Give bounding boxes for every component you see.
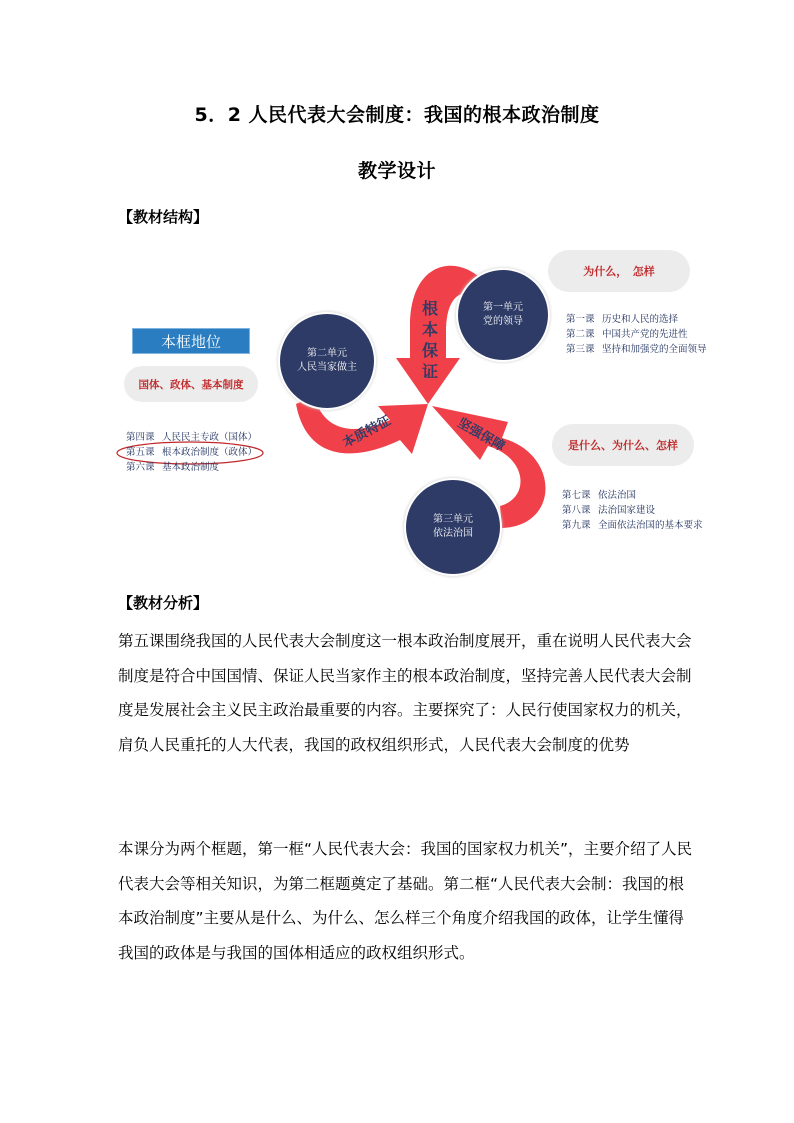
position-badge: 本框地位	[132, 328, 250, 354]
list-item: 第一课 历史和人民的选择	[566, 314, 679, 325]
arrow-right-label: 坚强保障	[454, 415, 508, 455]
analysis-paragraph-2: 本课分为两个框题，第一框“人民代表大会：我国的国家权力机关”，主要介绍了人民代表大会等相关知识，为第二框题奠定了基础。第二框“人民代表大会制：我国的根本政治制度”主要从是什么、为什么、怎么样三个角度介绍我国的政体，让学生懂得我国的政体是与我国的国体相适应的政权组织形式。	[118, 840, 693, 962]
section-heading-analysis: 【教材分析】	[118, 594, 209, 612]
list-item: 第二课 中国共产党的先进性	[566, 329, 688, 340]
document-subtitle: 教学设计	[357, 160, 436, 182]
list-item: 第六课 基本政治制度	[126, 462, 220, 473]
list-item: 第四课 人民民主专政（国体）	[126, 432, 258, 443]
left-pill: 国体、政体、基本制度	[124, 366, 258, 402]
left-lesson-list	[126, 430, 257, 475]
arrow-top-label: 根 本 保 证	[421, 299, 438, 381]
structure-diagram	[110, 236, 710, 576]
document-title: 5．2 人民代表大会制度：我国的根本政治制度	[194, 104, 600, 126]
unit1-circle	[458, 270, 548, 360]
list-item: 第三课 坚持和加强党的全面领导	[566, 344, 707, 355]
unit3-line2: 依法治国	[433, 528, 473, 539]
list-item: 第八课 法治国家建设	[562, 505, 656, 516]
list-item: 第七课 依法治国	[562, 490, 637, 501]
list-item: 第五课 根本政治制度（政体）	[126, 447, 258, 458]
unit2-line2: 人民当家做主	[297, 362, 357, 373]
unit2-line1: 第二单元	[307, 348, 347, 359]
section-heading-structure: 【教材结构】	[118, 208, 209, 226]
top-right-lesson-list	[566, 312, 707, 357]
bottom-right-pill: 是什么、为什么、怎样	[552, 424, 694, 466]
unit1-line1: 第一单元	[483, 302, 523, 313]
unit1-line2: 党的领导	[483, 316, 523, 327]
unit3-line1: 第三单元	[433, 514, 473, 525]
arrow-left-label: 本质特征	[340, 413, 394, 452]
list-item: 第九课 全面依法治国的基本要求	[562, 520, 703, 531]
bottom-right-lesson-list	[562, 488, 703, 533]
top-right-pill: 为什么， 怎样	[548, 250, 690, 292]
unit3-circle	[406, 480, 500, 574]
analysis-paragraph-1: 第五课围绕我国的人民代表大会制度这一根本政治制度展开，重在说明人民代表大会制度是符合中国国情、保证人民当家作主的根本政治制度，坚持完善人民代表大会制度是发展社会主义民主政治最重要的内容。主要探究了：人民行使国家权力的机关，肩负人民重托的人大代表，我国的政权组织形式，人民代表大会制度的优势	[118, 632, 692, 754]
unit2-circle	[280, 314, 374, 408]
